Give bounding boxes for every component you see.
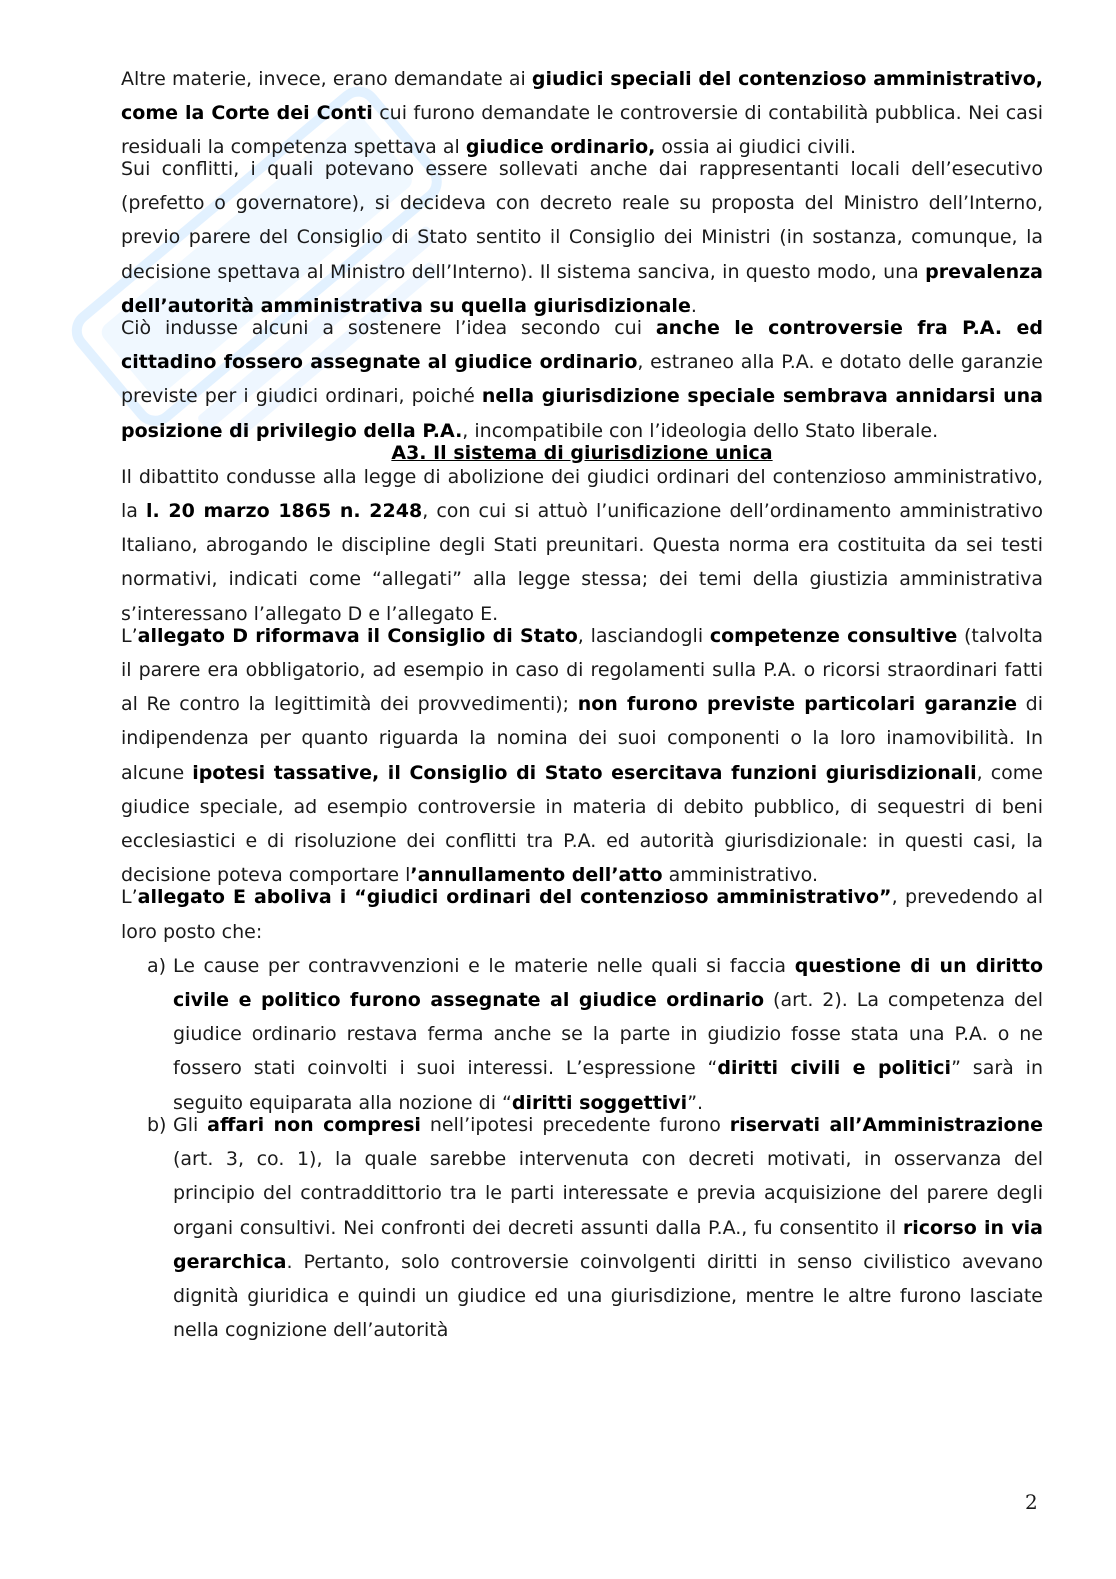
list-item-b-text: Gli affari non compresi nell’ipotesi precedente furono riservati all’Amministrazione (art. 3, co. 1), la quale sarebbe intervenuta con decreti motivati, in osservanza del principio del contraddittorio tra le parti interessate e previa acquisizione del parere degli organi consultivi. Nei confronti dei decreti assunti dalla P.A., fu consentito il ricorso in via gerarchica. Pertanto, solo controversie coinvolgenti diritti in senso civilistico avevano dignità giuridica e quindi un giudice ed una giurisdizione, mentre le altre furono lasciate nella cognizione dell’autorità — [173, 1113, 1043, 1342]
paragraph-6: L’allegato E aboliva i “giudici ordinari del contenzioso amministrativo”, prevedendo al loro posto che: — [121, 886, 1043, 943]
page-number: 2 — [1025, 1490, 1038, 1514]
paragraph-2: Sui conflitti, i quali potevano essere sollevati anche dai rappresentanti locali dell’esecutivo (prefetto o governatore), si decideva con decreto reale su proposta del Ministro dell’Interno, previo parere del Consiglio di Stato sentito il Consiglio dei Ministri (in sostanza, comunque, la decisione spettava al Ministro dell’Interno). Il sistema sanciva, in questo modo, una prevalenza dell’autorità amministrativa su quella giurisdizionale. — [121, 158, 1043, 317]
paragraph-3: Ciò indusse alcuni a sostenere l’idea secondo cui anche le controversie fra P.A. ed cittadino fossero assegnate al giudice ordinario, estraneo alla P.A. e dotato delle garanzie previste per i giudici ordinari, poiché nella giurisdizione speciale sembrava annidarsi una posizione di privilegio della P.A., incompatibile con l’ideologia dello Stato liberale. — [121, 317, 1043, 442]
list-item-a — [121, 949, 1043, 1120]
document-body — [121, 62, 1043, 1347]
section-heading: A3. Il sistema di giurisdizione unica — [391, 441, 773, 464]
paragraph-4: Il dibattito condusse alla legge di abolizione dei giudici ordinari del contenzioso amministrativo, la l. 20 marzo 1865 n. 2248, con cui si attuò l’unificazione dell’ordinamento amministrativo Italiano, abrogando le discipline degli Stati preunitari. Questa norma era costituita da sei testi normativi, indicati come “allegati” alla legge stessa; dei temi della giustizia amministrativa s’interessano l’allegato D e l’allegato E. — [121, 465, 1043, 625]
list-marker-a: a) — [147, 954, 167, 977]
list-item-b — [121, 1108, 1043, 1347]
list-item-a-text: Le cause per contravvenzioni e le materie nelle quali si faccia questione di un diritto civile e politico furono assegnate al giudice ordinario (art. 2). La competenza del giudice ordinario restava ferma anche se la parte in giudizio fosse stata una P.A. o ne fossero stati coinvolti i suoi interessi. L’espressione “diritti civili e politici” sarà in seguito equiparata alla nozione di “diritti soggettivi”. — [173, 954, 1044, 1114]
list-marker-b: b) — [147, 1113, 167, 1136]
paragraph-1: Altre materie, invece, erano demandate ai giudici speciali del contenzioso amministrativo, come la Corte dei Conti cui furono demandate le controversie di contabilità pubblica. Nei casi residuali la competenza spettava al giudice ordinario, ossia ai giudici civili. — [121, 68, 1044, 158]
paragraph-5: L’allegato D riformava il Consiglio di Stato, lasciandogli competenze consultive (talvolta il parere era obbligatorio, ad esempio in caso di regolamenti sulla P.A. o ricorsi straordinari fatti al Re contro la legittimità dei provvedimenti); non furono previste particolari garanzie di indipendenza per quanto riguarda la nomina dei suoi componenti o la loro inamovibilità. In alcune ipotesi tassative, il Consiglio di Stato esercitava funzioni giurisdizionali, come giudice speciale, ad esempio controversie in materia di debito pubblico, di sequestri di beni ecclesiastici e di risoluzione dei conflitti tra P.A. ed autorità giurisdizionale: in questi casi, la decisione poteva comportare l’annullamento dell’atto amministrativo. — [121, 624, 1043, 887]
